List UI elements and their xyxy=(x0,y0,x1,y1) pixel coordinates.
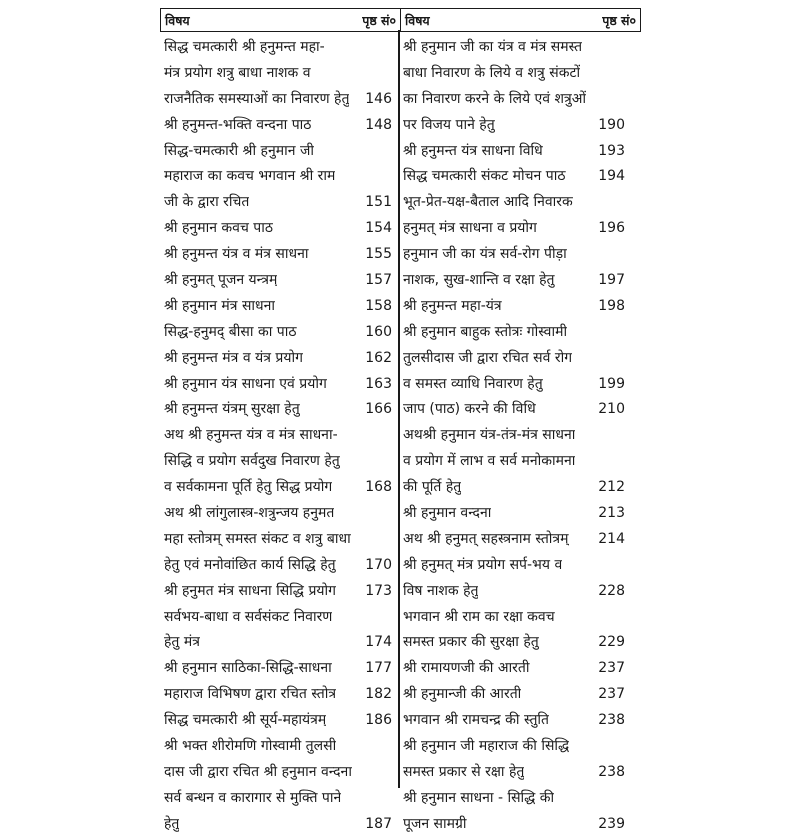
toc-entry-line xyxy=(164,501,392,527)
toc-entry-title: मंत्र प्रयोग शत्रु बाधा नाशक व xyxy=(164,64,311,81)
toc-entry xyxy=(164,605,392,657)
toc-entry-title: व सर्वकामना पूर्ति हेतु सिद्ध प्रयोग xyxy=(164,479,333,496)
toc-page-number: 158 xyxy=(365,297,392,314)
toc-entry-line xyxy=(164,812,392,838)
toc-entry-line xyxy=(164,786,392,812)
toc-entry-line xyxy=(164,397,392,423)
toc-entry-line xyxy=(164,553,392,579)
toc-page-number: 210 xyxy=(598,401,625,418)
toc-entry-title: सिद्ध-चमत्कारी श्री हनुमान जी xyxy=(164,142,314,159)
toc-page-number: 228 xyxy=(598,582,625,599)
toc-entry xyxy=(403,682,625,708)
toc-entry xyxy=(403,734,625,786)
header-page-label: पृष्ठ सं० xyxy=(602,12,636,28)
toc-entry-line xyxy=(164,242,392,268)
toc-entry-line xyxy=(164,579,392,605)
toc-entry-line xyxy=(164,294,392,320)
toc-entry-line xyxy=(164,656,392,682)
toc-entry-line xyxy=(164,630,392,656)
toc-entry xyxy=(164,579,392,605)
toc-entry-title: पूजन सामग्री xyxy=(403,815,467,832)
toc-entry-title: श्री हनुमान कवच पाठ xyxy=(164,220,273,237)
toc-entry-line xyxy=(164,708,392,734)
toc-entry-line xyxy=(403,139,625,165)
toc-entry-title: की पूर्ति हेतु xyxy=(403,479,462,496)
toc-entry-title: भूत-प्रेत-यक्ष-बैताल आदि निवारक xyxy=(403,194,573,211)
toc-entry-line xyxy=(164,475,392,501)
toc-entry xyxy=(403,164,625,190)
header-left xyxy=(161,9,400,31)
toc-entry-line xyxy=(403,656,625,682)
toc-entry-title: श्री हनुमन्त यंत्रम् सुरक्षा हेतु xyxy=(164,401,300,418)
toc-entry-line xyxy=(164,372,392,398)
toc-entry-line xyxy=(403,320,625,346)
toc-page-number: 162 xyxy=(365,349,392,366)
toc-page-number: 146 xyxy=(365,90,392,107)
toc-page-number: 163 xyxy=(365,375,392,392)
right-column xyxy=(403,35,625,838)
toc-entry-title: महाराज विभिषण द्वारा रचित स्तोत्र xyxy=(164,686,337,703)
toc-entry-title: श्री हनुमत मंत्र साधना सिद्धि प्रयोग xyxy=(164,582,337,599)
toc-entry xyxy=(403,294,625,320)
toc-page-number: 237 xyxy=(598,660,625,677)
toc-entry-title: हनुमत् मंत्र साधना व प्रयोग xyxy=(403,220,537,237)
toc-entry-title: श्री हनुमान साधना - सिद्धि की xyxy=(403,789,555,806)
toc-entry xyxy=(164,35,392,113)
toc-entry-title: श्री हनुमान जी महाराज की सिद्धि xyxy=(403,738,570,755)
toc-entry-title: श्री हनुमान मंत्र साधना xyxy=(164,297,276,314)
toc-entry xyxy=(164,346,392,372)
toc-entry xyxy=(403,397,625,423)
toc-entry-line xyxy=(403,708,625,734)
toc-entry xyxy=(164,397,392,423)
toc-entry xyxy=(403,320,625,398)
toc-page-number: 212 xyxy=(598,479,625,496)
toc-entry-line xyxy=(164,87,392,113)
toc-entry xyxy=(164,139,392,217)
toc-entry-line xyxy=(403,346,625,372)
toc-page-number: 155 xyxy=(365,246,392,263)
toc-entry-title: अथ श्री लांगुलास्त्र-शत्रुन्जय हनुमत xyxy=(164,505,335,522)
toc-page-number: 173 xyxy=(365,582,392,599)
toc-page-number: 154 xyxy=(365,220,392,237)
toc-entry-title: श्री हनुमन्त महा-यंत्र xyxy=(403,297,502,314)
toc-entry-line xyxy=(403,268,625,294)
toc-entry-line xyxy=(403,605,625,631)
toc-page-number: 237 xyxy=(598,686,625,703)
toc-entry-title: श्री हनुमत् मंत्र प्रयोग सर्प-भय व xyxy=(403,556,563,573)
toc-entry-line xyxy=(164,164,392,190)
header-page-label: पृष्ठ सं० xyxy=(362,12,396,28)
toc-entry-title: राजनैतिक समस्याओं का निवारण हेतु xyxy=(164,90,350,107)
toc-entry-line xyxy=(403,164,625,190)
toc-entry-title: बाधा निवारण के लिये व शत्रु संकटों xyxy=(403,64,581,81)
toc-entry-line xyxy=(164,190,392,216)
toc-entry-line xyxy=(164,216,392,242)
column-divider xyxy=(398,30,400,788)
toc-entry-title: जी के द्वारा रचित xyxy=(164,194,250,211)
toc-page-number: 151 xyxy=(365,194,392,211)
toc-entry-title: सिद्ध-हनुमद् बीसा का पाठ xyxy=(164,323,297,340)
toc-entry-line xyxy=(164,113,392,139)
toc-entry xyxy=(164,320,392,346)
toc-entry-title: श्री हनुमन्त-भक्ति वन्दना पाठ xyxy=(164,116,312,133)
toc-entry-line xyxy=(403,760,625,786)
toc-entry-title: महाराज का कवच भगवान श्री राम xyxy=(164,168,336,185)
toc-entry-title: सिद्ध चमत्कारी श्री हनुमन्त महा- xyxy=(164,39,325,55)
toc-entry xyxy=(403,786,625,838)
toc-page-number: 187 xyxy=(365,815,392,832)
toc-entry-title: अथ श्री हनुमत् सहस्त्रनाम स्तोत्रम् xyxy=(403,530,569,547)
toc-entry xyxy=(403,35,625,139)
toc-entry xyxy=(403,605,625,657)
toc-entry xyxy=(164,372,392,398)
toc-page-number: 213 xyxy=(598,505,625,522)
toc-entry-line xyxy=(403,682,625,708)
toc-entry-line xyxy=(403,734,625,760)
toc-entry-line xyxy=(164,61,392,87)
toc-entry xyxy=(164,268,392,294)
toc-entry-line xyxy=(164,423,392,449)
toc-page-number: 157 xyxy=(365,272,392,289)
toc-entry-title: श्री हनुमन्त यंत्र व मंत्र साधना xyxy=(164,246,309,263)
toc-entry xyxy=(403,527,625,553)
toc-entry-line xyxy=(164,346,392,372)
toc-entry xyxy=(164,501,392,579)
toc-entry-title: श्री हनुमान साठिका-सिद्धि-साधना xyxy=(164,660,332,677)
toc-entry-title: श्री हनुमान यंत्र साधना एवं प्रयोग xyxy=(164,375,327,392)
toc-entry-title: श्री हनुमान जी का यंत्र व मंत्र समस्त xyxy=(403,39,583,55)
toc-entry xyxy=(164,708,392,734)
toc-entry xyxy=(164,682,392,708)
toc-entry xyxy=(164,656,392,682)
toc-entry-line xyxy=(164,605,392,631)
toc-entry xyxy=(403,139,625,165)
toc-page-number: 168 xyxy=(365,479,392,496)
toc-entry xyxy=(403,190,625,242)
toc-entry xyxy=(164,242,392,268)
toc-entry-line xyxy=(403,113,625,139)
toc-page-number: 238 xyxy=(598,712,625,729)
toc-entry-title: सर्वभय-बाधा व सर्वसंकट निवारण xyxy=(164,608,333,625)
toc-entry-line xyxy=(403,87,625,113)
toc-entry-line xyxy=(403,61,625,87)
toc-page-number: 196 xyxy=(598,220,625,237)
toc-page-number: 194 xyxy=(598,168,625,185)
toc-page-number: 170 xyxy=(365,556,392,573)
toc-entry-title: नाशक, सुख-शान्ति व रक्षा हेतु xyxy=(403,272,555,289)
header-subject-label: विषय xyxy=(165,12,190,28)
toc-entry-title: भगवान श्री राम का रक्षा कवच xyxy=(403,608,555,625)
toc-entry-line xyxy=(403,216,625,242)
toc-entry-title: श्री भक्त शीरोमणि गोस्वामी तुलसी xyxy=(164,738,337,755)
toc-page-number: 190 xyxy=(598,116,625,133)
toc-entry-title: हनुमान जी का यंत्र सर्व-रोग पीड़ा xyxy=(403,246,567,263)
toc-page-number: 214 xyxy=(598,530,625,547)
toc-entry-title: सिद्ध चमत्कारी संकट मोचन पाठ xyxy=(403,168,566,185)
toc-entry-title: श्री हनुमान्जी की आरती xyxy=(403,686,522,703)
toc-entry-line xyxy=(403,553,625,579)
toc-entry-title: तुलसीदास जी द्वारा रचित सर्व रोग xyxy=(403,349,573,366)
toc-page-number: 239 xyxy=(598,815,625,832)
toc-entry-line xyxy=(403,475,625,501)
toc-entry-line xyxy=(164,734,392,760)
toc-entry-title: सर्व बन्धन व कारागार से मुक्ति पाने xyxy=(164,789,342,806)
toc-page-number: 182 xyxy=(365,686,392,703)
toc-entry-line xyxy=(164,139,392,165)
toc-entry-title: भगवान श्री रामचन्द्र की स्तुति xyxy=(403,712,550,729)
toc-entry-line xyxy=(403,812,625,838)
toc-page-number: 160 xyxy=(365,323,392,340)
toc-entry-title: अथश्री हनुमान यंत्र-तंत्र-मंत्र साधना xyxy=(403,427,576,444)
toc-entry-line xyxy=(164,527,392,553)
toc-entry-title: समस्त प्रकार की सुरक्षा हेतु xyxy=(403,634,539,651)
toc-entry-line xyxy=(403,579,625,605)
toc-entry-title: महा स्तोत्रम् समस्त संकट व शत्रु बाधा xyxy=(164,530,351,547)
toc-entry-title: विष नाशक हेतु xyxy=(403,582,479,599)
toc-entry-line xyxy=(403,630,625,656)
toc-entry-title: जाप (पाठ) करने की विधि xyxy=(403,401,536,418)
toc-entry-title: सिद्ध चमत्कारी श्री सूर्य-महायंत्रम् xyxy=(164,712,327,729)
toc-entry-title: हेतु एवं मनोवांछित कार्य सिद्धि हेतु xyxy=(164,556,336,573)
toc-page-number: 199 xyxy=(598,375,625,392)
toc-header xyxy=(160,8,641,32)
toc-entry xyxy=(164,423,392,501)
toc-entry-title: व समस्त व्याधि निवारण हेतु xyxy=(403,375,543,392)
toc-entry-title: अथ श्री हनुमन्त यंत्र व मंत्र साधना- xyxy=(164,427,338,444)
toc-entry-line xyxy=(164,760,392,786)
toc-entry-title: व प्रयोग में लाभ व सर्व मनोकामना xyxy=(403,453,576,470)
toc-entry-line xyxy=(403,501,625,527)
toc-entry-line xyxy=(164,449,392,475)
toc-entry-line xyxy=(403,372,625,398)
toc-page-number: 174 xyxy=(365,634,392,651)
toc-entry-title: समस्त प्रकार से रक्षा हेतु xyxy=(403,763,525,780)
toc-entry-line xyxy=(403,294,625,320)
toc-entry-title: सिद्धि व प्रयोग सर्वदुख निवारण हेतु xyxy=(164,453,340,470)
toc-entry-line xyxy=(164,268,392,294)
toc-entry xyxy=(164,113,392,139)
toc-page-number: 177 xyxy=(365,660,392,677)
toc-page-number: 197 xyxy=(598,272,625,289)
toc-page-number: 238 xyxy=(598,763,625,780)
header-subject-label: विषय xyxy=(405,12,430,28)
toc-entry-title: श्री हनुमन्त मंत्र व यंत्र प्रयोग xyxy=(164,349,303,366)
toc-entry-line xyxy=(164,682,392,708)
toc-entry-line xyxy=(403,397,625,423)
toc-entry-title: श्री हनुमत् पूजन यन्त्रम् xyxy=(164,272,278,289)
toc-page-number: 193 xyxy=(598,142,625,159)
toc-entry-line xyxy=(403,190,625,216)
toc-entry xyxy=(403,501,625,527)
toc-entry xyxy=(403,553,625,605)
toc-entry-title: दास जी द्वारा रचित श्री हनुमान वन्दना xyxy=(164,763,352,780)
toc-entry xyxy=(403,656,625,682)
toc-entry-title: पर विजय पाने हेतु xyxy=(403,116,495,133)
toc-entry xyxy=(403,708,625,734)
toc-page-number: 229 xyxy=(598,634,625,651)
toc-entry-line xyxy=(403,242,625,268)
toc-entry-line xyxy=(403,35,625,61)
toc-entry xyxy=(164,294,392,320)
toc-entry-line xyxy=(164,320,392,346)
toc-page-number: 198 xyxy=(598,297,625,314)
toc-entry-title: हेतु xyxy=(164,815,180,832)
toc-page-number: 166 xyxy=(365,401,392,418)
toc-entry xyxy=(403,423,625,501)
toc-entry-title: श्री हनुमान वन्दना xyxy=(403,505,492,522)
toc-entry-line xyxy=(403,527,625,553)
toc-page-number: 186 xyxy=(365,712,392,729)
toc-entry-line xyxy=(164,35,392,61)
toc-entry-line xyxy=(403,786,625,812)
header-right xyxy=(400,9,640,31)
toc-entry-line xyxy=(403,449,625,475)
toc-entry xyxy=(164,216,392,242)
left-column xyxy=(164,35,392,838)
toc-page-number: 148 xyxy=(365,116,392,133)
toc-entry-title: हेतु मंत्र xyxy=(164,634,200,651)
toc-entry-title: श्री हनुमन्त यंत्र साधना विधि xyxy=(403,142,543,159)
toc-entry xyxy=(403,242,625,294)
toc-entry-line xyxy=(403,423,625,449)
toc-entry xyxy=(164,734,392,838)
toc-entry-title: श्री हनुमान बाहुक स्तोत्रः गोस्वामी xyxy=(403,323,568,340)
toc-entry-title: का निवारण करने के लिये एवं शत्रुओं xyxy=(403,90,587,107)
toc-entry-title: श्री रामायणजी की आरती xyxy=(403,660,530,677)
